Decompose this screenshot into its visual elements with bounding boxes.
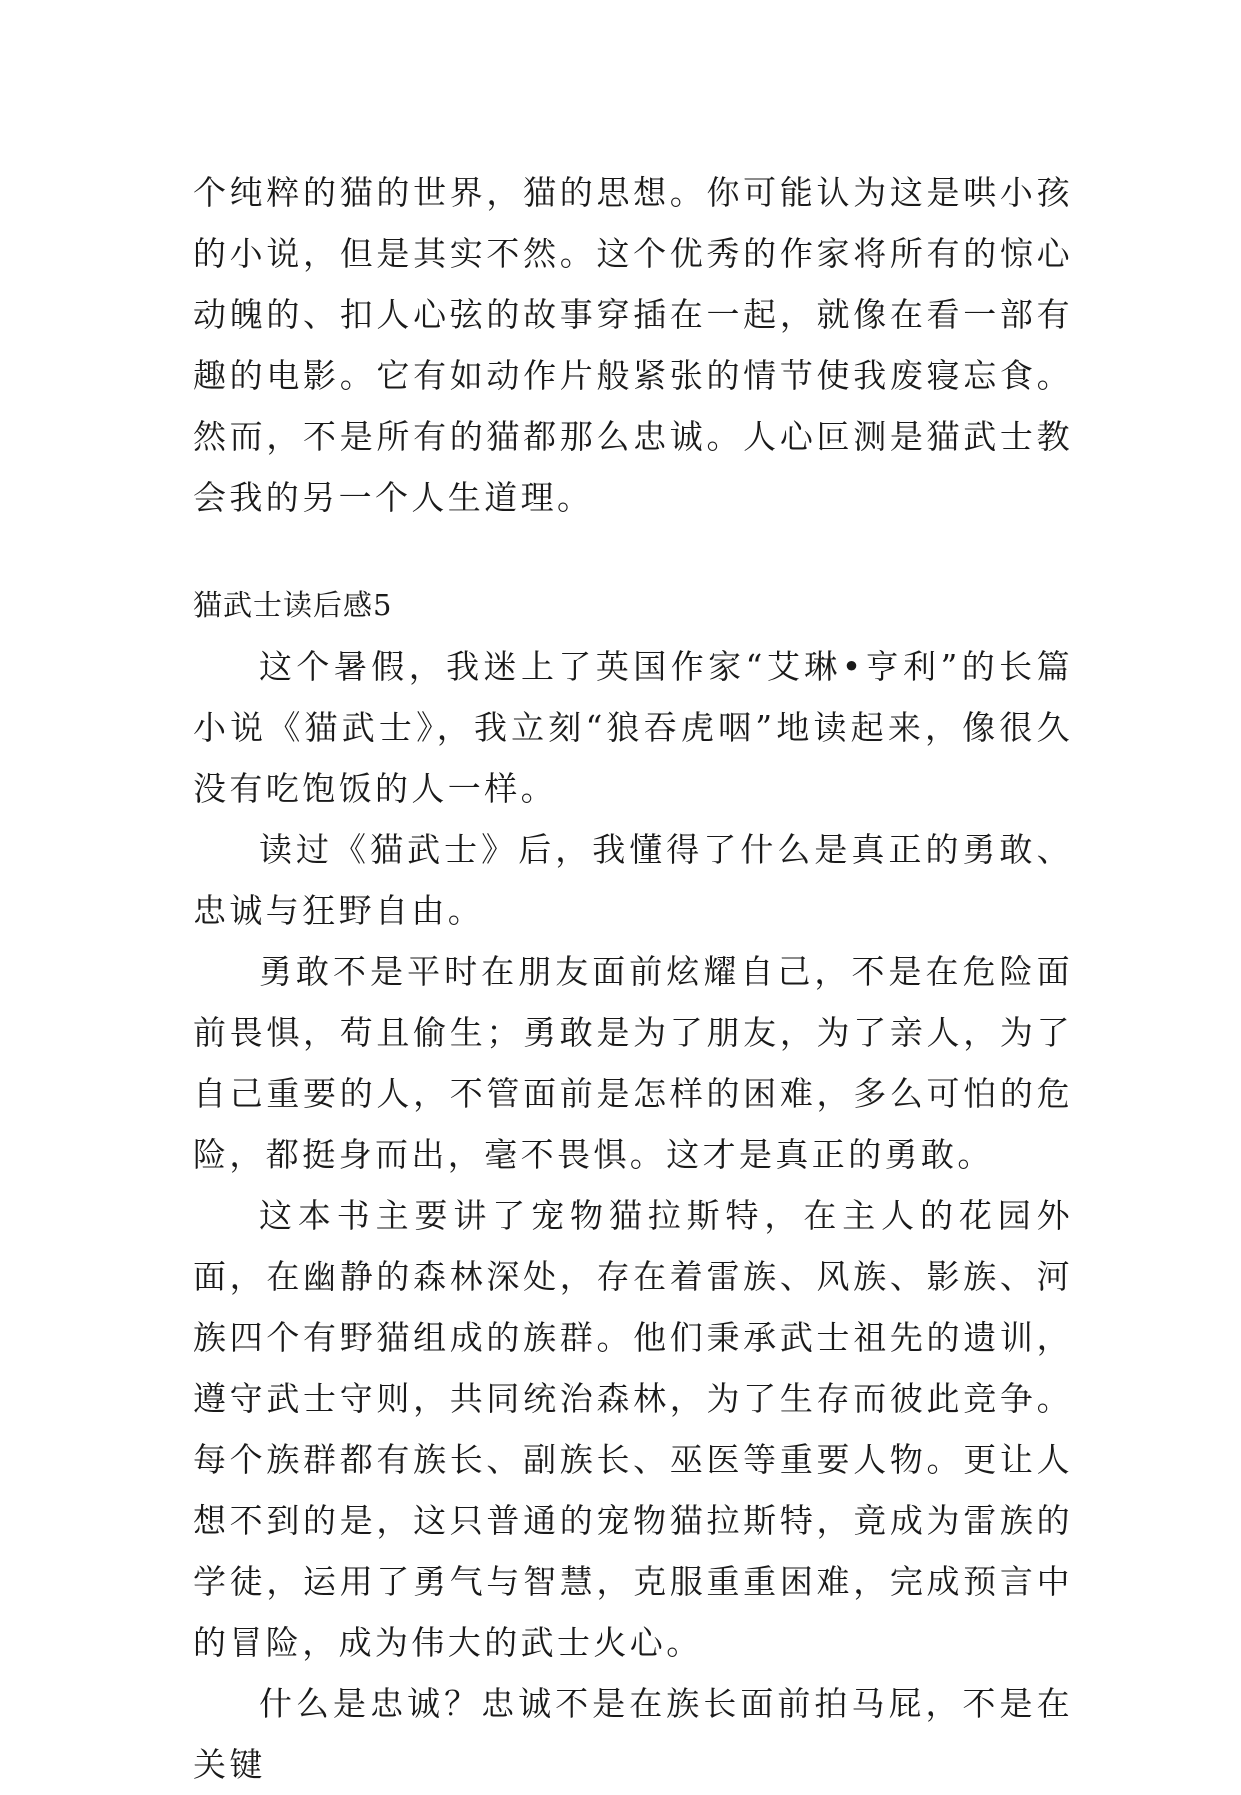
paragraph-2: 读过《猫武士》后，我懂得了什么是真正的勇敢、忠诚与狂野自由。 [193, 830, 1073, 930]
section-heading: 猫武士读后感5 [193, 588, 393, 622]
paragraph-4: 这本书主要讲了宠物猫拉斯特，在主人的花园外面，在幽静的森林深处，存在着雷族、风族、影族、河族四个有野猫组成的族群。他们秉承武士祖先的遗训，遵守武士守则，共同统治森林，为了生存而彼此竞争。每个族群都有族长、副族长、巫医等重要人物。更让人想不到的是，这只普通的宠物猫拉斯特，竟成为雷族的学徒，运用了勇气与智慧，克服重重困难，完成预言中的冒险，成为伟大的武士火心。 [193, 1196, 1073, 1662]
paragraph-1: 这个暑假，我迷上了英国作家“艾琳•亨利”的长篇小说《猫武士》，我立刻“狼吞虎咽”地读起来，像很久没有吃饱饭的人一样。 [193, 647, 1073, 808]
paragraph-5: 什么是忠诚？忠诚不是在族长面前拍马屁，不是在关键 [193, 1684, 1073, 1784]
paragraph-3: 勇敢不是平时在朋友面前炫耀自己，不是在危险面前畏惧，苟且偷生；勇敢是为了朋友，为了亲人，为了自己重要的人，不管面前是怎样的困难，多么可怕的危险，都挺身而出，毫不畏惧。这才是真正的勇敢。 [193, 952, 1073, 1174]
opening-paragraph: 个纯粹的猫的世界，猫的思想。你可能认为这是哄小孩的小说，但是其实不然。这个优秀的作家将所有的惊心动魄的、扣人心弦的故事穿插在一起，就像在看一部有趣的电影。它有如动作片般紧张的情节使我废寝忘食。然而，不是所有的猫都那么忠诚。人心叵测是猫武士教会我的另一个人生道理。 [193, 173, 1073, 517]
document-body [193, 162, 1073, 1795]
